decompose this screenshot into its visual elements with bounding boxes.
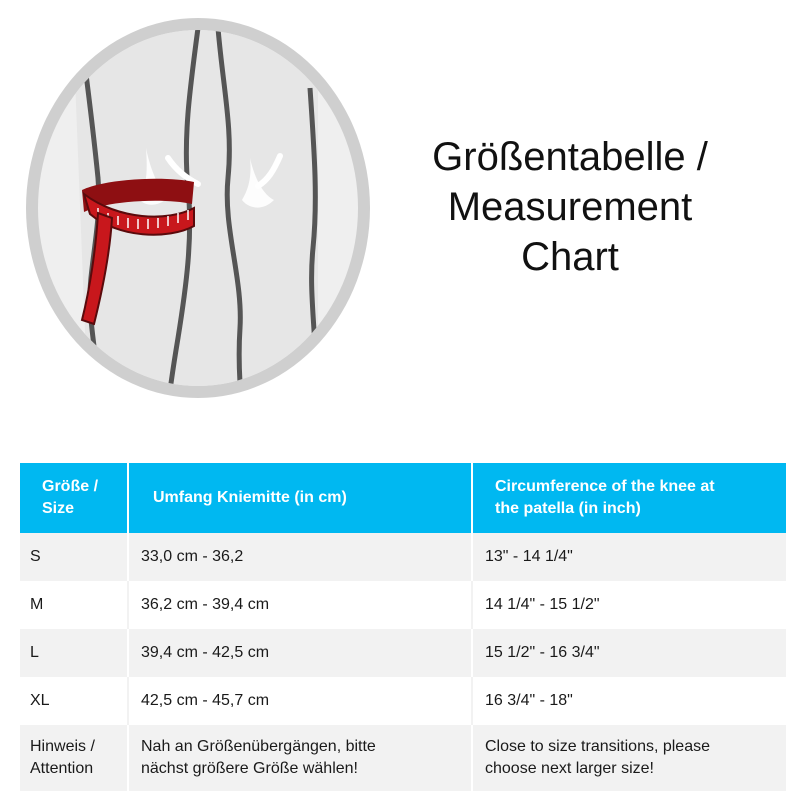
note-label-line-1: Hinweis / [30,738,95,755]
table-row [20,629,786,677]
cell-cm: 33,0 cm - 36,2 [128,533,472,581]
size-table [20,463,786,791]
header-cm-label: Umfang Kniemitte (in cm) [153,489,347,506]
knee-measuring-tape-icon [18,8,378,408]
cell-size: S [20,533,128,581]
table-row-note [20,725,786,791]
cell-inch: 13" - 14 1/4" [472,533,786,581]
title-line-2: Measurement [447,185,693,229]
table-row [20,533,786,581]
note-de-line-1: Nah an Größenübergängen, bitte [141,738,376,755]
header-inch [472,463,786,533]
note-en-line-1: Close to size transitions, please [485,738,710,755]
header-inch-line-1: Circumference of the knee at [495,478,715,495]
table-header-row [20,463,786,533]
cell-note-en [472,725,786,791]
header-size-line-1: Größe / [42,478,99,495]
header-inch-line-2: the patella (in inch) [495,500,641,517]
table-row [20,677,786,725]
note-label-line-2: Attention [30,760,94,777]
knee-illustration [18,8,378,408]
page-title [395,132,745,282]
cell-size: L [20,629,128,677]
cell-inch: 16 3/4" - 18" [472,677,786,725]
cell-cm: 42,5 cm - 45,7 cm [128,677,472,725]
cell-inch: 15 1/2" - 16 3/4" [472,629,786,677]
header-cm [128,463,472,533]
note-en-line-2: choose next larger size! [485,760,654,777]
cell-inch: 14 1/4" - 15 1/2" [472,581,786,629]
cell-size: XL [20,677,128,725]
table-row [20,581,786,629]
cell-size: M [20,581,128,629]
note-de-line-2: nächst größere Größe wählen! [141,760,358,777]
cell-cm: 36,2 cm - 39,4 cm [128,581,472,629]
cell-cm: 39,4 cm - 42,5 cm [128,629,472,677]
cell-note-label [20,725,128,791]
header-size-line-2: Size [42,500,75,517]
title-line-1: Größentabelle / [432,135,708,179]
header-size [20,463,128,533]
title-line-3: Chart [521,235,619,279]
cell-note-de [128,725,472,791]
